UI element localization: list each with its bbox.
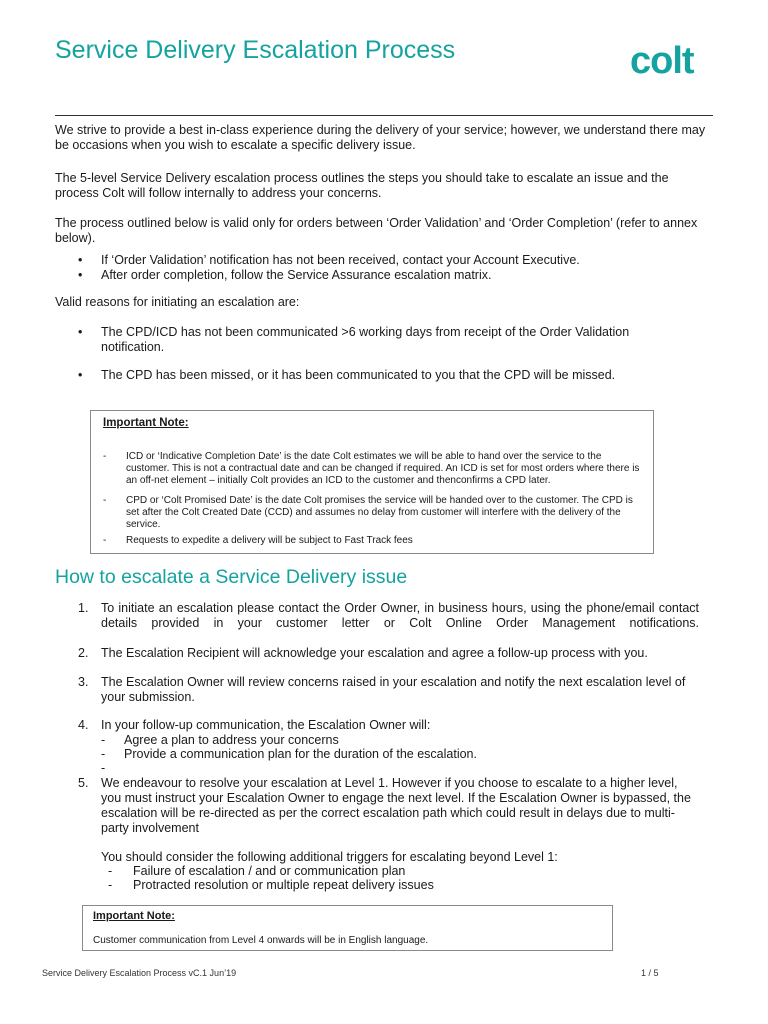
header-divider bbox=[55, 115, 713, 116]
reason-item-1: The CPD/ICD has not been communicated >6 working days from receipt of the Order Validation notification. bbox=[101, 325, 630, 354]
step-number: 4. bbox=[78, 718, 89, 732]
dash-icon: - bbox=[101, 761, 106, 775]
scope-bullet-2: After order completion, follow the Service Assurance escalation matrix. bbox=[101, 268, 492, 282]
bullet-icon: • bbox=[78, 368, 83, 382]
note-title: Important Note: bbox=[103, 417, 189, 429]
important-note-box bbox=[90, 410, 654, 554]
dash-icon: - bbox=[103, 495, 107, 506]
step-4: In your follow-up communication, the Escalation Owner will: bbox=[101, 718, 431, 732]
dash-icon: - bbox=[108, 864, 113, 878]
dash-icon: - bbox=[103, 535, 107, 546]
scope-bullet-1: If ‘Order Validation’ notification has not been received, contact your Account Executive. bbox=[101, 253, 580, 267]
reason-item-2: The CPD has been missed, or it has been communicated to you that the CPD will be missed. bbox=[101, 368, 616, 382]
dash-icon: - bbox=[101, 747, 106, 761]
bullet-icon: • bbox=[78, 253, 83, 267]
intro-paragraph-2: The 5-level Service Delivery escalation process outlines the steps you should take to escalate an issue and the process Colt will follow internally to address your concerns. bbox=[55, 171, 669, 200]
step-number: 5. bbox=[78, 776, 89, 790]
important-note-box-2 bbox=[82, 905, 613, 951]
bullet-icon: • bbox=[78, 268, 83, 282]
step-4-subitem-1: Agree a plan to address your concerns bbox=[124, 733, 339, 747]
intro-paragraph-3: The process outlined below is valid only for orders between ‘Order Validation’ and ‘Order Completion’ (refer to annex below). bbox=[55, 216, 698, 245]
dash-icon: - bbox=[101, 733, 106, 747]
footer-document-version: Service Delivery Escalation Process vC.1 Jun’19 bbox=[42, 968, 237, 978]
step-3: The Escalation Owner will review concerns raised in your escalation and notify the next escalation level of your submission. bbox=[101, 675, 686, 704]
dash-icon: - bbox=[108, 878, 113, 892]
trigger-2: Protracted resolution or multiple repeat delivery issues bbox=[133, 878, 434, 892]
dash-icon: - bbox=[103, 451, 107, 462]
step-number: 2. bbox=[78, 646, 89, 660]
step-1 bbox=[101, 601, 699, 631]
colt-logo: colt bbox=[630, 40, 694, 82]
step-5: We endeavour to resolve your escalation at Level 1. However if you choose to escalate to a higher level, you must instruct your Escalation Owner to engage the next level. If the Escalation Owner is bypassed, the escalation will be re-directed as per the correct escalation path which could result in delays due to multi-party involvement bbox=[101, 776, 691, 835]
triggers-intro: You should consider the following additional triggers for escalating beyond Level 1: bbox=[101, 850, 558, 864]
step-number: 1. bbox=[78, 601, 89, 615]
step-1-text: To initiate an escalation please contact the Order Owner, in business hours, using the phone/email contact details provided in your customer letter or Colt Online Order Management notifications. bbox=[101, 601, 699, 630]
note-item-fast-track: Requests to expedite a delivery will be subject to Fast Track fees bbox=[126, 535, 413, 546]
page-title: Service Delivery Escalation Process bbox=[55, 36, 456, 64]
bullet-icon: • bbox=[78, 325, 83, 339]
section-heading: How to escalate a Service Delivery issue bbox=[55, 566, 408, 588]
step-2: The Escalation Recipient will acknowledge your escalation and agree a follow-up process with you. bbox=[101, 646, 648, 660]
step-4-subitem-2: Provide a communication plan for the duration of the escalation. bbox=[124, 747, 477, 761]
note-item-icd: ICD or ‘Indicative Completion Date’ is the date Colt estimates we will be able to hand over the service to the customer. This is not a contractual date and can be changed if required. An ICD is set for most orders where there is an off-net element – initially Colt provides an ICD to the customer and thenconfirms a CPD later. bbox=[126, 451, 640, 487]
step-number: 3. bbox=[78, 675, 89, 689]
note-language-text: Customer communication from Level 4 onwards will be in English language. bbox=[93, 935, 429, 946]
trigger-1: Failure of escalation / and or communication plan bbox=[133, 864, 406, 878]
footer-page-number: 1 / 5 bbox=[641, 968, 659, 978]
intro-paragraph-1: We strive to provide a best in-class experience during the delivery of your service; however, we understand there may be occasions when you wish to escalate a specific delivery issue. bbox=[55, 123, 706, 152]
note-item-cpd: CPD or ‘Colt Promised Date’ is the date Colt promises the service will be handed over to the customer. The CPD is set after the Colt Created Date (CCD) and assumes no delay from customer will interfere with the delivery of the service. bbox=[126, 495, 633, 531]
note-title: Important Note: bbox=[93, 910, 175, 922]
valid-reasons-label: Valid reasons for initiating an escalation are: bbox=[55, 295, 300, 309]
